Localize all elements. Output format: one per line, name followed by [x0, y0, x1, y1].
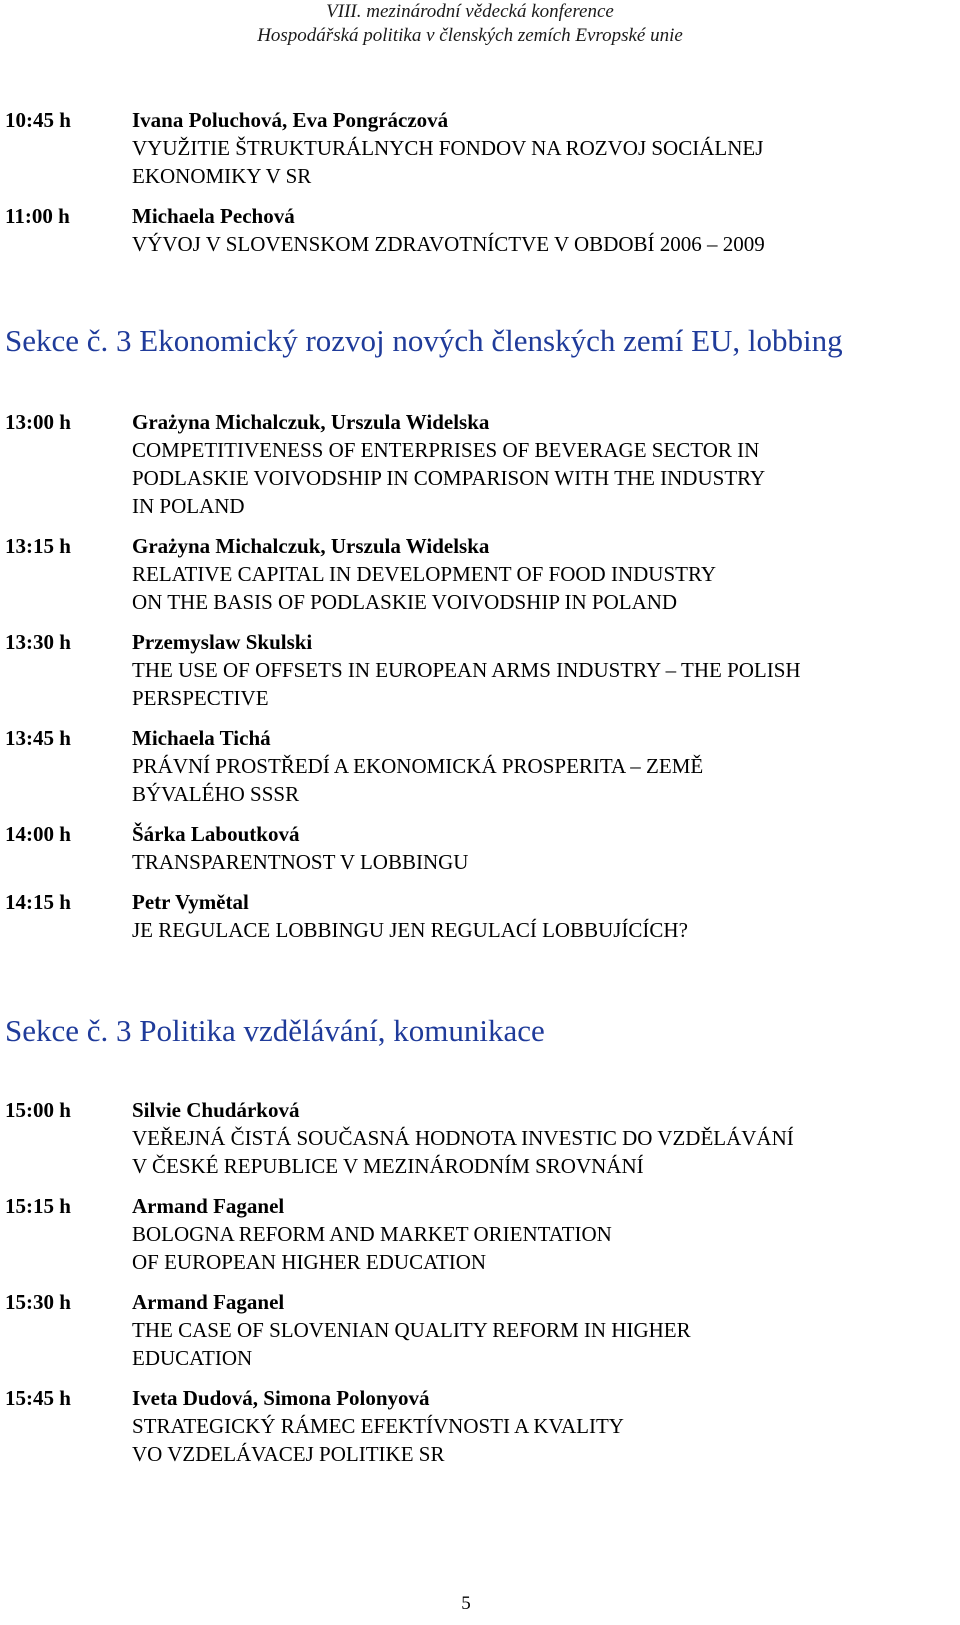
schedule-entry — [0, 202, 960, 258]
session-content — [132, 628, 932, 712]
session-authors: Armand Faganel — [132, 1290, 285, 1314]
session-title-line: IN POLAND — [132, 494, 245, 518]
session-authors: Przemyslaw Skulski — [132, 630, 313, 654]
session-authors: Michaela Tichá — [132, 726, 271, 750]
session-authors: Silvie Chudárková — [132, 1098, 300, 1122]
session-title-line: ON THE BASIS OF PODLASKIE VOIVODSHIP IN POLAND — [132, 590, 678, 614]
session-title-line: COMPETITIVENESS OF ENTERPRISES OF BEVERAGE SECTOR IN — [132, 438, 760, 462]
session-title — [132, 134, 932, 190]
session-time: 11:00 h — [5, 204, 70, 228]
session-title — [132, 1316, 932, 1372]
session-authors: Michaela Pechová — [132, 204, 295, 228]
session-authors: Ivana Poluchová, Eva Pongráczová — [132, 108, 449, 132]
session-title-line: VYUŽITIE ŠTRUKTURÁLNYCH FONDOV NA ROZVOJ SOCIÁLNEJ — [132, 136, 764, 160]
schedule-entry — [0, 1288, 960, 1372]
session-title — [132, 1220, 932, 1276]
session-title — [132, 560, 932, 616]
session-title-line: PRÁVNÍ PROSTŘEDÍ A EKONOMICKÁ PROSPERITA – ZEMĚ — [132, 754, 704, 778]
session-time: 15:45 h — [5, 1386, 71, 1410]
schedule-block-continued — [0, 106, 960, 258]
session-title-line: OF EUROPEAN HIGHER EDUCATION — [132, 1250, 487, 1274]
schedule-entry — [0, 1384, 960, 1468]
session-content — [132, 1096, 932, 1180]
schedule-entry — [0, 106, 960, 190]
session-title — [132, 1124, 932, 1180]
schedule-entry — [0, 628, 960, 712]
session-content — [132, 724, 932, 808]
session-time: 13:30 h — [5, 630, 71, 654]
session-title-line: THE USE OF OFFSETS IN EUROPEAN ARMS INDUSTRY – THE POLISH — [132, 658, 801, 682]
schedule-entry — [0, 1192, 960, 1276]
session-title-line: EDUCATION — [132, 1346, 253, 1370]
session-title — [132, 848, 932, 876]
session-title-line: TRANSPARENTNOST V LOBBINGU — [132, 850, 469, 874]
conference-title: VIII. mezinárodní vědecká konference — [326, 1, 614, 22]
page-number: 5 — [461, 1593, 471, 1614]
session-time: 14:15 h — [5, 890, 71, 914]
section-title-economic-development: Sekce č. 3 Ekonomický rozvoj nových členských zemí EU, lobbing — [5, 323, 843, 358]
session-content — [132, 408, 932, 520]
session-content — [132, 106, 932, 190]
session-content — [132, 202, 932, 258]
schedule-block-economic-development — [0, 408, 960, 944]
schedule-entry — [0, 820, 960, 876]
schedule-entry — [0, 408, 960, 520]
session-title-line: STRATEGICKÝ RÁMEC EFEKTÍVNOSTI A KVALITY — [132, 1414, 624, 1438]
session-authors: Grażyna Michalczuk, Urszula Widelska — [132, 534, 490, 558]
schedule-entry — [0, 1096, 960, 1180]
session-title-line: VEŘEJNÁ ČISTÁ SOUČASNÁ HODNOTA INVESTIC DO VZDĚLÁVÁNÍ — [132, 1126, 794, 1150]
schedule-entry — [0, 532, 960, 616]
session-title-line: JE REGULACE LOBBINGU JEN REGULACÍ LOBBUJÍCÍCH? — [132, 918, 688, 942]
session-content — [132, 532, 932, 616]
session-title-line: BOLOGNA REFORM AND MARKET ORIENTATION — [132, 1222, 612, 1246]
session-title-line: RELATIVE CAPITAL IN DEVELOPMENT OF FOOD INDUSTRY — [132, 562, 716, 586]
session-title — [132, 752, 932, 808]
session-title-line: PODLASKIE VOIVODSHIP IN COMPARISON WITH THE INDUSTRY — [132, 466, 766, 490]
session-time: 15:15 h — [5, 1194, 71, 1218]
session-time: 13:45 h — [5, 726, 71, 750]
session-title-line: V ČESKÉ REPUBLICE V MEZINÁRODNÍM SROVNÁNÍ — [132, 1154, 644, 1178]
schedule-entry — [0, 724, 960, 808]
session-content — [132, 1288, 932, 1372]
session-authors: Šárka Laboutková — [132, 822, 300, 846]
session-authors: Iveta Dudová, Simona Polonyová — [132, 1386, 430, 1410]
session-content — [132, 1192, 932, 1276]
session-content — [132, 1384, 932, 1468]
session-title-line: PERSPECTIVE — [132, 686, 269, 710]
section-title-education-policy: Sekce č. 3 Politika vzdělávání, komunikace — [5, 1013, 545, 1048]
session-time: 13:00 h — [5, 410, 71, 434]
conference-subtitle: Hospodářská politika v členských zemích Evropské unie — [257, 25, 683, 46]
session-title-line: BÝVALÉHO SSSR — [132, 782, 300, 806]
session-authors: Petr Vymětal — [132, 890, 249, 914]
session-time: 10:45 h — [5, 108, 71, 132]
session-title — [132, 436, 932, 520]
session-authors: Grażyna Michalczuk, Urszula Widelska — [132, 410, 490, 434]
session-title-line: EKONOMIKY V SR — [132, 164, 312, 188]
session-title-line: VÝVOJ V SLOVENSKOM ZDRAVOTNÍCTVE V OBDOBÍ 2006 – 2009 — [132, 232, 765, 256]
session-title — [132, 1412, 932, 1468]
page-header — [0, 0, 960, 48]
session-content — [132, 820, 932, 876]
session-content — [132, 888, 932, 944]
session-title-line: VO VZDELÁVACEJ POLITIKE SR — [132, 1442, 445, 1466]
session-title — [132, 656, 932, 712]
session-title-line: THE CASE OF SLOVENIAN QUALITY REFORM IN HIGHER — [132, 1318, 691, 1342]
schedule-block-education-policy — [0, 1096, 960, 1468]
session-time: 14:00 h — [5, 822, 71, 846]
session-authors: Armand Faganel — [132, 1194, 285, 1218]
session-time: 13:15 h — [5, 534, 71, 558]
session-time: 15:30 h — [5, 1290, 71, 1314]
session-title — [132, 230, 932, 258]
session-title — [132, 916, 932, 944]
session-time: 15:00 h — [5, 1098, 71, 1122]
schedule-entry — [0, 888, 960, 944]
